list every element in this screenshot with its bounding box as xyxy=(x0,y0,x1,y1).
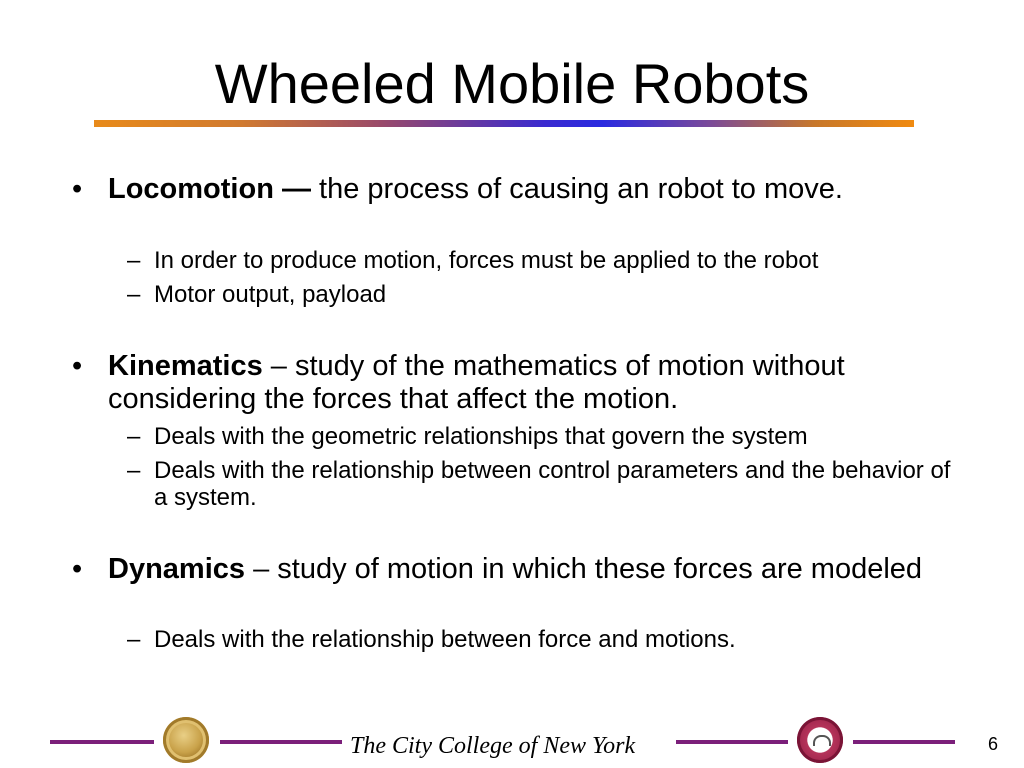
sub-bullet-text: Deals with the relationship between control parameters and the behavior of a system. xyxy=(154,457,951,511)
sub-bullet-text: In order to produce motion, forces must be applied to the robot xyxy=(154,247,819,274)
bullet-dot: • xyxy=(72,173,83,205)
footer-institution: The City College of New York xyxy=(350,733,636,759)
bullet-term: Locomotion — xyxy=(108,173,311,205)
bullet-dynamics xyxy=(72,553,932,586)
sub-bullet xyxy=(127,423,957,450)
sub-bullet xyxy=(127,281,957,308)
bullet-dot: • xyxy=(72,553,83,585)
page-title: Wheeled Mobile Robots xyxy=(214,52,810,115)
bullet-text: – study of motion in which these forces are modeled xyxy=(245,553,923,585)
footer-rule-center-left xyxy=(220,740,342,744)
sub-bullet-text: Deals with the geometric relationships that govern the system xyxy=(154,423,808,450)
sub-bullet xyxy=(127,626,957,653)
sub-bullet xyxy=(127,247,957,274)
bullet-text: – study of the mathematics of motion without considering the forces that affect the motion. xyxy=(108,350,845,415)
dash-marker: – xyxy=(127,457,141,484)
robotics-lab-logo-icon xyxy=(797,717,843,763)
bullet-kinematics xyxy=(72,350,932,416)
bullet-text: the process of causing an robot to move. xyxy=(310,173,843,205)
footer-rule-center-right xyxy=(676,740,788,744)
title-underline xyxy=(94,120,914,127)
sub-bullet-text: Motor output, payload xyxy=(154,281,387,308)
footer-rule-left xyxy=(50,740,154,744)
dash-marker: – xyxy=(127,423,141,450)
bullet-locomotion xyxy=(72,173,932,206)
page-number: 6 xyxy=(988,734,999,754)
bullet-term: Dynamics xyxy=(108,553,246,585)
sub-bullet xyxy=(127,457,957,511)
sub-bullet-text: Deals with the relationship between force and motions. xyxy=(154,626,736,653)
dash-marker: – xyxy=(127,626,141,653)
bullet-dot: • xyxy=(72,350,83,382)
dash-marker: – xyxy=(127,281,141,308)
college-seal-icon xyxy=(163,717,209,763)
footer-rule-right xyxy=(853,740,955,744)
bullet-term: Kinematics xyxy=(108,350,263,382)
dash-marker: – xyxy=(127,247,141,274)
